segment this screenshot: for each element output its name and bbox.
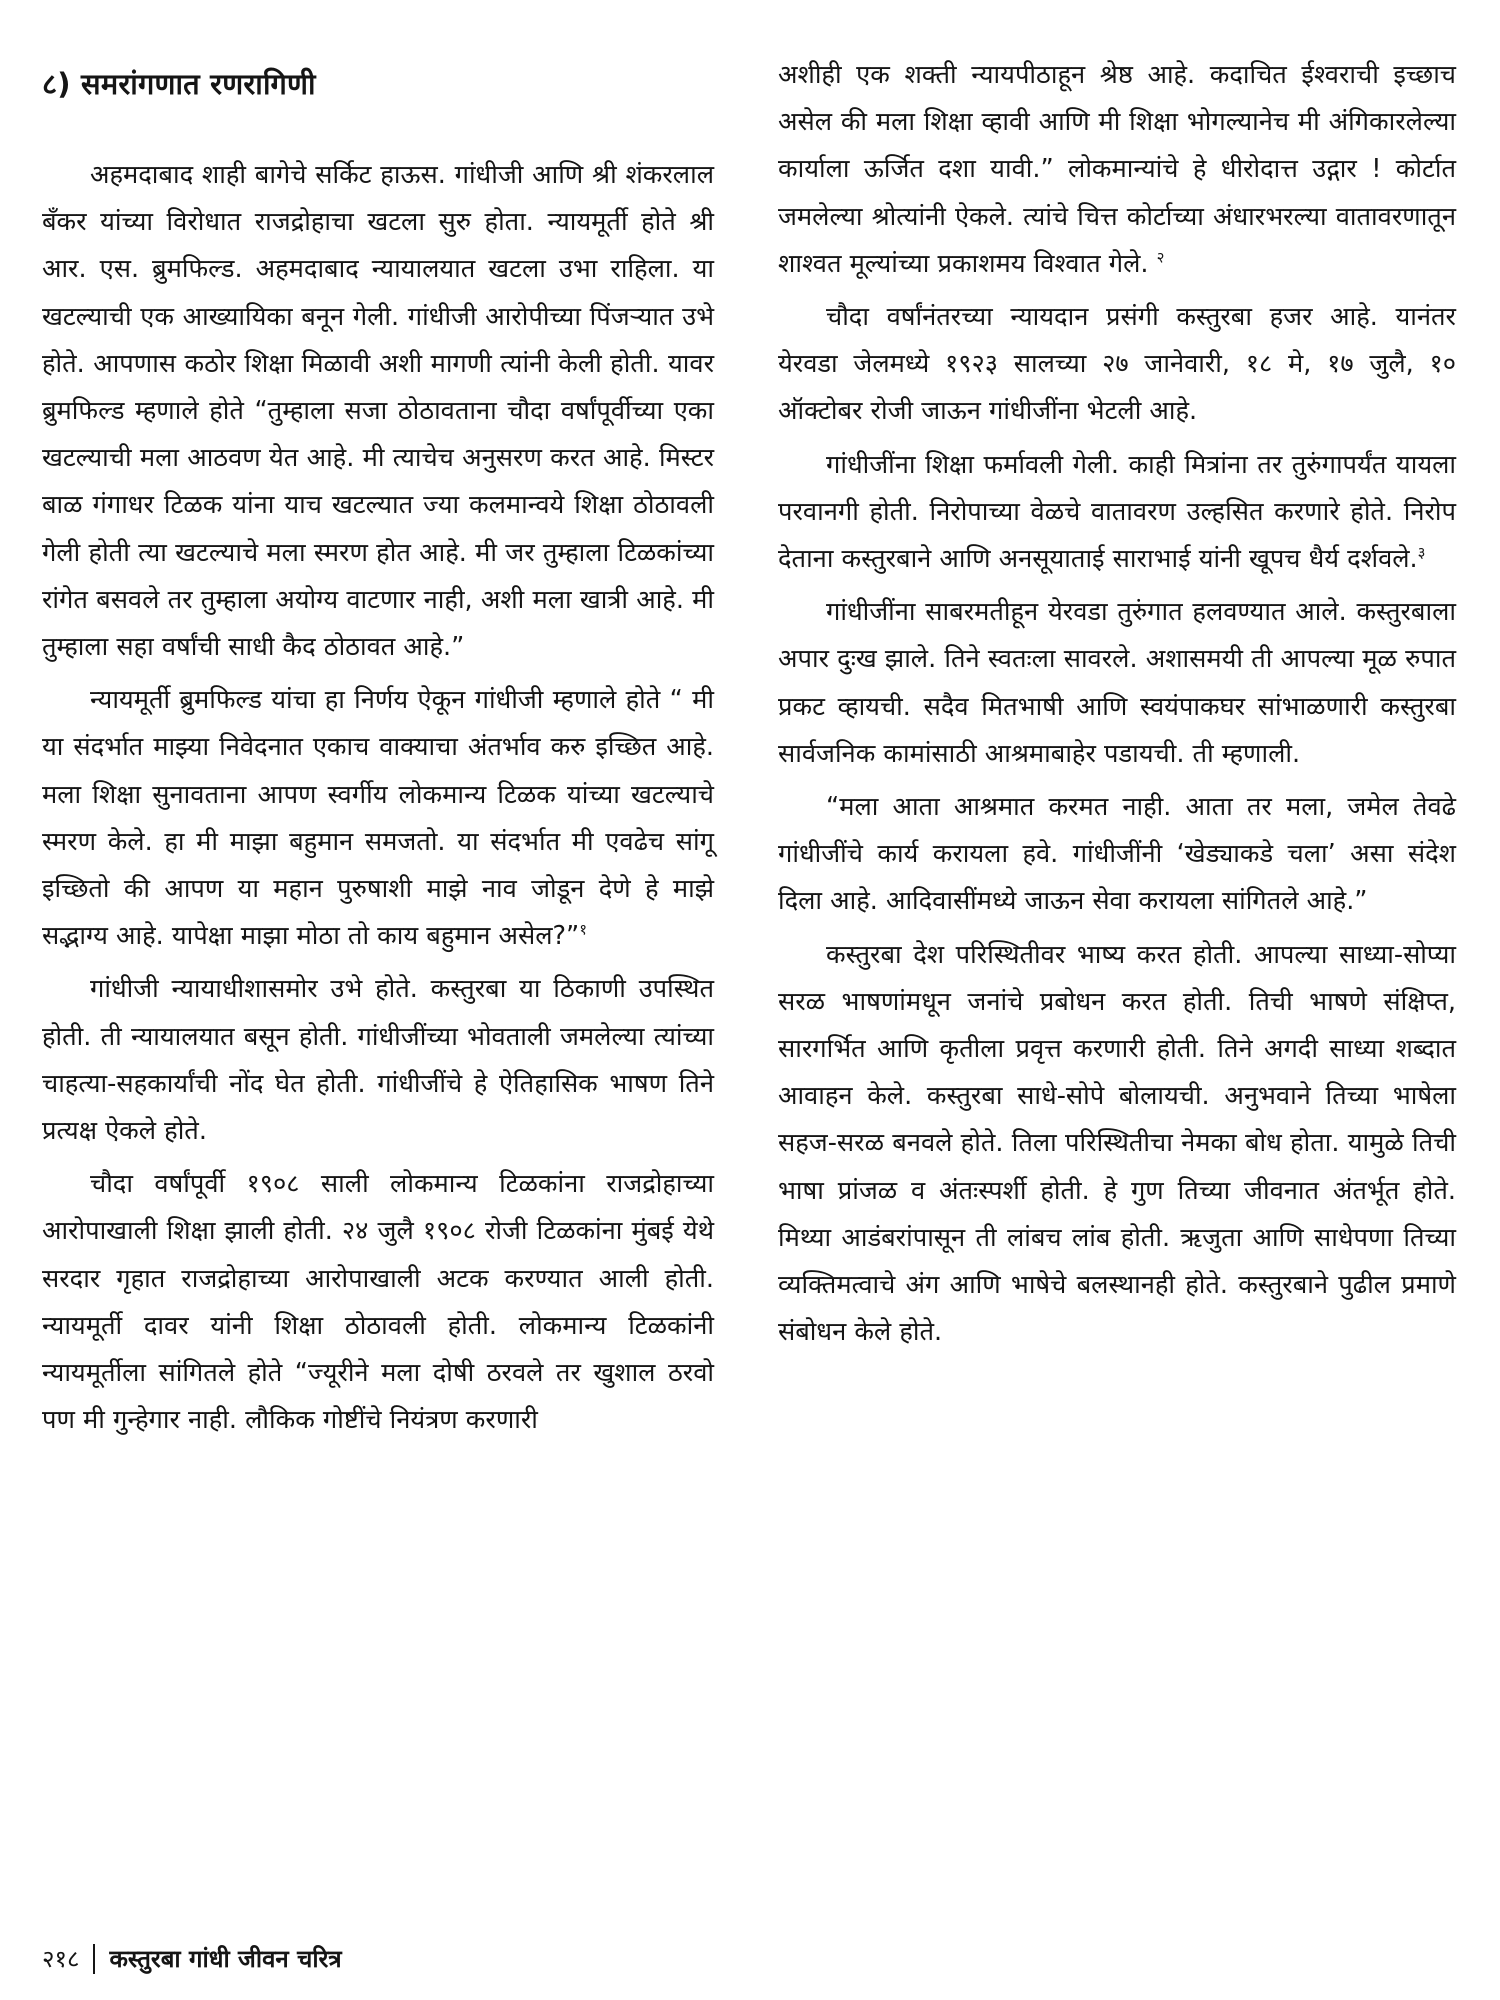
footnote-marker: ३ [1417, 543, 1426, 562]
right-column [778, 52, 1456, 1362]
paragraph: अशीही एक शक्ती न्यायपीठाहून श्रेष्ठ आहे. कदाचित ईश्वराची इच्छाच असेल की मला शिक्षा व्हावी आणि मी शिक्षा भोगल्यानेच मी अंगिकारलेल्या कार्याला ऊर्जित दशा यावी.” लोकमान्यांचे हे धीरोदात्त उद्गार ! कोर्टात जमलेल्या श्रोत्यांनी ऐकले. त्यांचे चित्त कोर्टाच्या अंधारभरल्या वातावरणातून शाश्वत मूल्यांच्या प्रकाशमय विश्वात गेले. $^२$ [778, 60, 1456, 279]
chapter-heading: ८) समरांगणात रणरागिणी [42, 67, 316, 101]
paragraph: गांधीजींना शिक्षा फर्मावली गेली. काही मित्रांना तर तुरुंगापर्यंत यायला परवानगी होती. निरोपाच्या वेळचे वातावरण उल्हसित करणारे होते. निरोप देताना कस्तुरबाने आणि अनसूयाताई साराभाई यांनी खूपच धैर्य दर्शवले.$^३$ [778, 449, 1456, 575]
page-number: २१८ [42, 1945, 80, 1973]
footnote-marker: १ [579, 920, 588, 939]
page-footer [42, 1942, 342, 1976]
paragraph: अहमदाबाद शाही बागेचे सर्किट हाऊस. गांधीजी आणि श्री शंकरलाल बँकर यांच्या विरोधात राजद्रोहाचा खटला सुरु होता. न्यायमूर्ती होते श्री आर. एस. ब्रुमफिल्ड. अहमदाबाद न्यायालयात खटला उभा राहिला. या खटल्याची एक आख्यायिका बनून गेली. गांधीजी आरोपीच्या पिंजऱ्यात उभे होते. आपणास कठोर शिक्षा मिळावी अशी मागणी त्यांनी केली होती. यावर ब्रुमफिल्ड म्हणाले होते “तुम्हाला सजा ठोठावताना चौदा वर्षांपूर्वीच्या एका खटल्याची मला आठवण येत आहे. मी त्याचेच अनुसरण करत आहे. मिस्टर बाळ गंगाधर टिळक यांना याच खटल्यात ज्या कलमान्वये शिक्षा ठोठावली गेली होती त्या खटल्याचे मला स्मरण होत आहे. मी जर तुम्हाला टिळकांच्या रांगेत बसवले तर तुम्हाला अयोग्य वाटणार नाही, अशी मला खात्री आहे. मी तुम्हाला सहा वर्षांची साधी कैद ठोठावत आहे.” [42, 160, 714, 663]
footer-divider [93, 1944, 95, 1974]
paragraph: चौदा वर्षांनंतरच्या न्यायदान प्रसंगी कस्तुरबा हजर आहे. यानंतर येरवडा जेलमध्ये १९२३ सालच्या २७ जानेवारी, १८ मे, १७ जुलै, १० ऑक्टोबर रोजी जाऊन गांधीजींना भेटली आहे. [778, 302, 1456, 427]
paragraph: चौदा वर्षांपूर्वी १९०८ साली लोकमान्य टिळकांना राजद्रोहाच्या आरोपाखाली शिक्षा झाली होती. २४ जुलै १९०८ रोजी टिळकांना मुंबई येथे सरदार गृहात राजद्रोहाच्या आरोपाखाली अटक करण्यात आली होती. न्यायमूर्ती दावर यांनी शिक्षा ठोठावली होती. लोकमान्य टिळकांनी न्यायमूर्तीला सांगितले होते “ज्यूरीने मला दोषी ठरवले तर खुशाल ठरवो पण मी गुन्हेगार नाही. लौकिक गोष्टींचे नियंत्रण करणारी [42, 1169, 714, 1436]
book-title: कस्तुरबा गांधी जीवन चरित्र [109, 1945, 342, 1973]
paragraph: कस्तुरबा देश परिस्थितीवर भाष्य करत होती. आपल्या साध्या-सोप्या सरळ भाषणांमधून जनांचे प्रबोधन करत होती. तिची भाषणे संक्षिप्त, सारगर्भित आणि कृतीला प्रवृत्त करणारी होती. तिने अगदी साध्या शब्दात आवाहन केले. कस्तुरबा साधे-सोपे बोलायची. अनुभवाने तिच्या भाषेला सहज-सरळ बनवले होते. तिला परिस्थितीचा नेमका बोध होता. यामुळे तिची भाषा प्रांजळ व अंतःस्पर्शी होती. हे गुण तिच्या जीवनात अंतर्भूत होते. मिथ्या आडंबरांपासून ती लांबच लांब होती. ऋजुता आणि साधेपणा तिच्या व्यक्तिमत्वाचे अंग आणि भाषेचे बलस्थानही होते. कस्तुरबाने पुढील प्रमाणे संबोधन केले होते. [778, 939, 1456, 1348]
paragraph: न्यायमूर्ती ब्रुमफिल्ड यांचा हा निर्णय ऐकून गांधीजी म्हणाले होते “ मी या संदर्भात माझ्या निवेदनात एकाच वाक्याचा अंतर्भाव करु इच्छित आहे. मला शिक्षा सुनावताना आपण स्वर्गीय लोकमान्य टिळक यांच्या खटल्याचे स्मरण केले. हा मी माझा बहुमान समजतो. या संदर्भात मी एवढेच सांगू इच्छितो की आपण या महान पुरुषाशी माझे नाव जोडून देणे हे माझे सद्भाग्य आहे. यापेक्षा माझा मोठा तो काय बहुमान असेल?”$^१$ [42, 685, 714, 952]
left-column [42, 52, 714, 1450]
paragraph: गांधीजींना साबरमतीहून येरवडा तुरुंगात हलवण्यात आले. कस्तुरबाला अपार दुःख झाले. तिने स्वतःला सावरले. अशासमयी ती आपल्या मूळ रुपात प्रकट व्हायची. सदैव मितभाषी आणि स्वयंपाकघर सांभाळणारी कस्तुरबा सार्वजनिक कामांसाठी आश्रमाबाहेर पडायची. ती म्हणाली. [778, 597, 1456, 769]
paragraph: गांधीजी न्यायाधीशासमोर उभे होते. कस्तुरबा या ठिकाणी उपस्थित होती. ती न्यायालयात बसून होती. गांधीजींच्या भोवताली जमलेल्या त्यांच्या चाहत्या-सहकार्यांची नोंद घेत होती. गांधीजींचे हे ऐतिहासिक भाषण तिने प्रत्यक्ष ऐकले होते. [42, 974, 714, 1147]
footnote-marker: २ [1156, 248, 1165, 267]
paragraph: “मला आता आश्रमात करमत नाही. आता तर मला, जमेल तेवढे गांधीजींचे कार्य करायला हवे. गांधीजींनी ‘खेड्याकडे चला’ असा संदेश दिला आहे. आदिवासींमध्ये जाऊन सेवा करायला सांगितले आहे.” [778, 792, 1456, 917]
